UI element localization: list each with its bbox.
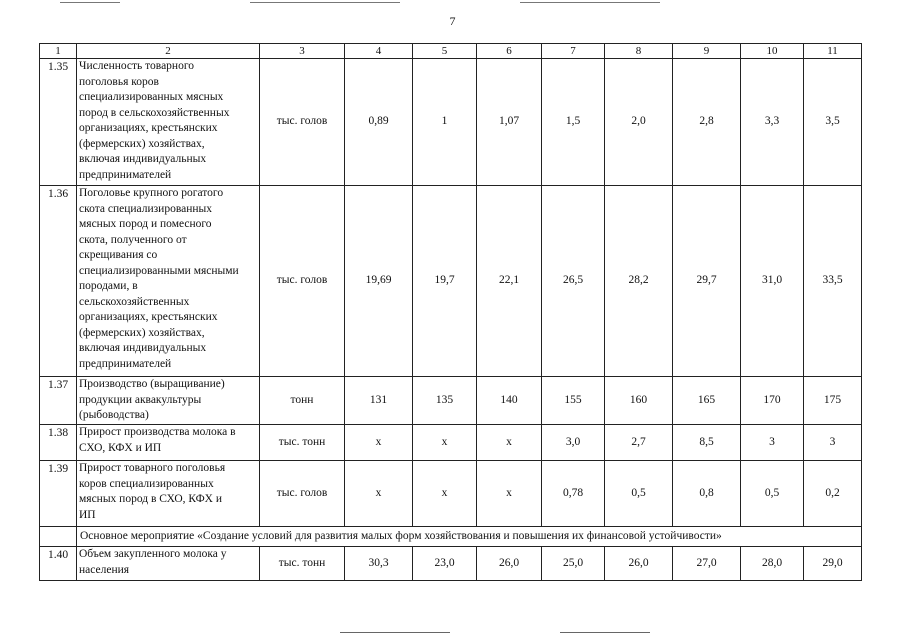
table-row: [40, 461, 862, 527]
column-number: 4: [345, 44, 413, 59]
section-empty-cell: [40, 527, 77, 547]
indicator-name-line: предпринимателей: [79, 168, 172, 181]
value-cell: 26,0: [477, 547, 542, 581]
value-cell: 170: [741, 377, 804, 425]
column-number: 2: [77, 44, 260, 59]
column-number: 1: [40, 44, 77, 59]
value-cell: х: [345, 425, 413, 461]
row-number: 1.36: [40, 186, 77, 377]
indicator-name-line: (рыбоводства): [79, 409, 149, 421]
value-cell: 29,7: [673, 186, 741, 377]
row-number: 1.37: [40, 377, 77, 425]
table-row: [40, 59, 862, 186]
value-cell: 1,07: [477, 59, 542, 186]
indicator-name: [77, 59, 260, 186]
value-cell: 2,7: [605, 425, 673, 461]
indicator-name: [77, 377, 260, 425]
top-scan-line: [520, 2, 660, 3]
value-cell: х: [477, 425, 542, 461]
indicator-name-line: включая индивидуальных: [79, 153, 207, 165]
value-cell: 19,7: [413, 186, 477, 377]
column-number-row: [40, 44, 862, 59]
indicator-name-line: специализированных мясных: [79, 91, 224, 103]
bottom-scan-line: [340, 632, 450, 633]
unit-cell: тыс. голов: [260, 461, 345, 527]
value-cell: 0,2: [804, 461, 862, 527]
bottom-scan-line: [560, 632, 650, 633]
column-number: 7: [542, 44, 605, 59]
value-cell: х: [345, 461, 413, 527]
value-cell: 0,8: [673, 461, 741, 527]
table-row: [40, 425, 862, 461]
value-cell: х: [413, 461, 477, 527]
unit-cell: тыс. голов: [260, 59, 345, 186]
value-cell: 33,5: [804, 186, 862, 377]
top-scan-line: [250, 2, 400, 3]
value-cell: 3,0: [542, 425, 605, 461]
value-cell: 0,5: [741, 461, 804, 527]
value-cell: 26,0: [605, 547, 673, 581]
column-number: 8: [605, 44, 673, 59]
value-cell: 0,89: [345, 59, 413, 186]
indicator-name-line: продукции аквакультуры: [79, 393, 202, 406]
unit-cell: тонн: [260, 377, 345, 425]
value-cell: 3,3: [741, 59, 804, 186]
row-number: 1.40: [40, 547, 77, 581]
indicator-name-line: коров специализированных: [79, 477, 214, 490]
column-number: 6: [477, 44, 542, 59]
row-number: 1.39: [40, 461, 77, 527]
section-row: [40, 527, 862, 547]
value-cell: 131: [345, 377, 413, 425]
indicator-name-line: организациях, крестьянских: [79, 122, 218, 134]
column-number: 9: [673, 44, 741, 59]
indicator-name-line: Численность товарного: [79, 60, 195, 72]
indicator-name-line: (фермерских) хозяйствах,: [79, 326, 205, 339]
indicator-name: [77, 186, 260, 377]
indicator-name-line: Прирост производства молока в: [79, 426, 236, 438]
indicator-name: [77, 547, 260, 581]
value-cell: 0,5: [605, 461, 673, 527]
indicator-name-line: мясных пород в СХО, КФХ и: [79, 493, 223, 505]
value-cell: 23,0: [413, 547, 477, 581]
value-cell: 2,0: [605, 59, 673, 186]
indicator-name-line: сельскохозяйственных: [79, 295, 190, 308]
column-number: 5: [413, 44, 477, 59]
value-cell: 140: [477, 377, 542, 425]
value-cell: 19,69: [345, 186, 413, 377]
indicator-name-line: скрещивания со: [79, 249, 158, 261]
value-cell: 28,2: [605, 186, 673, 377]
indicator-name-line: скота, полученного от: [79, 233, 187, 246]
row-number: 1.35: [40, 59, 77, 186]
value-cell: 135: [413, 377, 477, 425]
indicator-name-line: организациях, крестьянских: [79, 311, 218, 323]
value-cell: х: [413, 425, 477, 461]
value-cell: 30,3: [345, 547, 413, 581]
top-scan-line: [60, 2, 120, 3]
indicator-name-line: населения: [79, 563, 130, 576]
indicator-name-line: СХО, КФХ и ИП: [79, 441, 162, 454]
value-cell: 31,0: [741, 186, 804, 377]
value-cell: 3,5: [804, 59, 862, 186]
indicator-name-line: скота специализированных: [79, 202, 212, 215]
value-cell: 2,8: [673, 59, 741, 186]
indicator-name-line: Производство (выращивание): [79, 378, 225, 390]
unit-cell: тыс. тонн: [260, 425, 345, 461]
indicator-name-line: поголовья коров: [79, 75, 159, 88]
indicator-name: [77, 425, 260, 461]
indicators-table: [39, 43, 862, 581]
value-cell: 25,0: [542, 547, 605, 581]
table-row: [40, 377, 862, 425]
value-cell: 26,5: [542, 186, 605, 377]
row-number: 1.38: [40, 425, 77, 461]
page-number: 7: [449, 14, 456, 28]
value-cell: 22,1: [477, 186, 542, 377]
indicator-name-line: породами, в: [79, 280, 138, 292]
value-cell: 165: [673, 377, 741, 425]
value-cell: 3: [741, 425, 804, 461]
value-cell: 175: [804, 377, 862, 425]
value-cell: 29,0: [804, 547, 862, 581]
indicator-name-line: предпринимателей: [79, 357, 172, 370]
value-cell: 1: [413, 59, 477, 186]
unit-cell: тыс. тонн: [260, 547, 345, 581]
value-cell: 8,5: [673, 425, 741, 461]
indicator-name-line: Поголовье крупного рогатого: [79, 187, 224, 199]
value-cell: 160: [605, 377, 673, 425]
value-cell: 155: [542, 377, 605, 425]
section-title: Основное мероприятие «Создание условий для развития малых форм хозяйствования и повышения их финансовой устойчивости»: [77, 527, 862, 547]
unit-cell: тыс. голов: [260, 186, 345, 377]
value-cell: 3: [804, 425, 862, 461]
value-cell: х: [477, 461, 542, 527]
value-cell: 0,78: [542, 461, 605, 527]
indicator-name-line: включая индивидуальных: [79, 342, 207, 354]
indicator-name-line: мясных пород и помесного: [79, 218, 212, 230]
table-row: [40, 547, 862, 581]
indicator-name-line: Прирост товарного поголовья: [79, 462, 226, 474]
table-row: [40, 186, 862, 377]
column-number: 11: [804, 44, 862, 59]
indicator-name-line: (фермерских) хозяйствах,: [79, 137, 205, 150]
indicator-name: [77, 461, 260, 527]
indicator-name-line: специализированными мясными: [79, 264, 239, 277]
value-cell: 28,0: [741, 547, 804, 581]
value-cell: 27,0: [673, 547, 741, 581]
indicator-name-line: Объем закупленного молока у: [79, 548, 227, 560]
indicator-name-line: пород в сельскохозяйственных: [79, 106, 230, 119]
indicator-name-line: ИП: [79, 508, 96, 521]
value-cell: 1,5: [542, 59, 605, 186]
column-number: 3: [260, 44, 345, 59]
column-number: 10: [741, 44, 804, 59]
